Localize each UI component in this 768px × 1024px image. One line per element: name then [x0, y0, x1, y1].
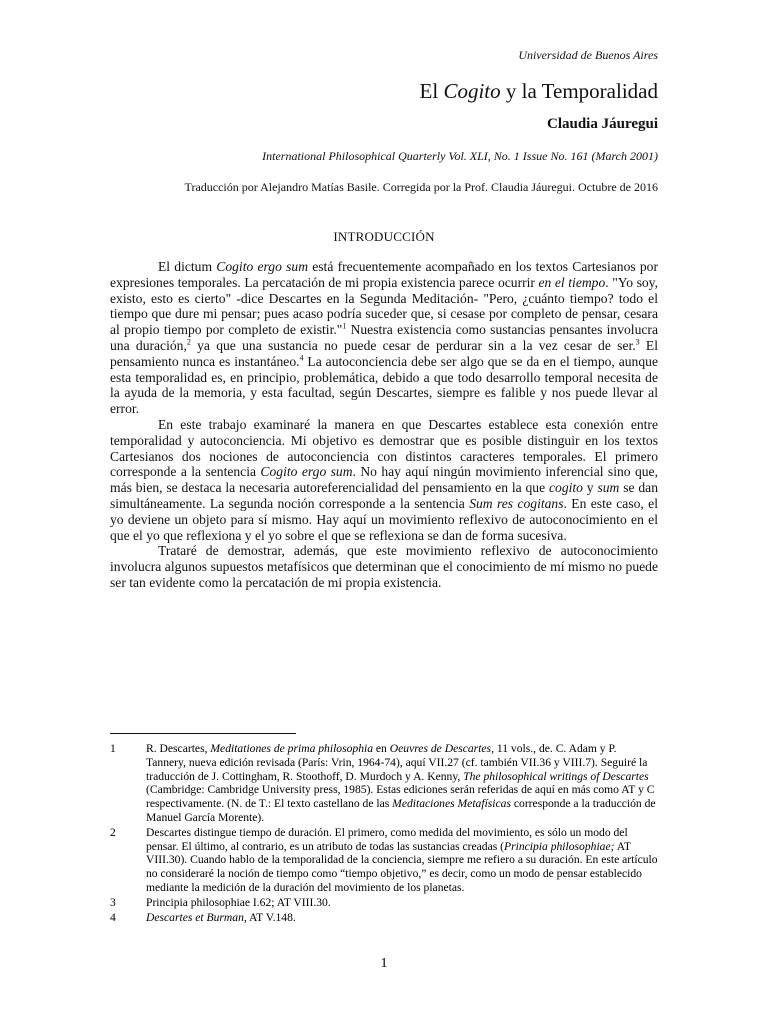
footnote-number: 2: [110, 825, 116, 839]
footnote-text: Principia philosophiae I.62; AT VIII.30.: [146, 895, 331, 909]
section-heading: INTRODUCCIÓN: [333, 229, 435, 244]
body-text: [110, 259, 658, 591]
footnote-text: R. Descartes, Meditationes de prima philosophia en Oeuvres de Descartes, 11 vols., de. C. Adam y P. Tannery, nueva edición revisada (París: Vrin, 1964-74), aquí VII.27 (cf. también VII.36 y VIII.7). Seguiré la traducción de J. Cottingham, R. Stoothoff, D. Murdoch y A. Kenny, The philosophical writings of Descartes (Cambridge: Cambridge University press, 1985). Estas ediciones serán referidas de aquí en más como AT y C respectivamente. (N. de T.: El texto castellano de las Meditaciones Metafísicas corresponde a la traducción de Manuel García Morente).: [146, 742, 656, 824]
footnote-ref-1[interactable]: 1: [342, 321, 347, 331]
footnote-text: Descartes et Burman, AT V.148.: [146, 910, 296, 924]
footnote-divider: [110, 733, 296, 734]
page-number: 1: [380, 956, 388, 971]
footnote-4: [110, 911, 658, 925]
footnote-3: [110, 896, 658, 910]
author-name: Claudia Jáuregui: [547, 116, 658, 132]
translation-note: Traducción por Alejandro Matías Basile. Corregida por la Prof. Claudia Jáuregui. Octubre de 2016: [184, 180, 658, 194]
university-name: Universidad de Buenos Aires: [518, 48, 658, 62]
footnote-text: Descartes distingue tiempo de duración. El primero, como medida del movimiento, es sólo un modo del pensar. El último, al contrario, es un atributo de todas las sustancias creadas (Principia philosophiae; AT VIII.30). Cuando hablo de la temporalidad de la conciencia, siempre me refiero a su duración. En este artículo no consideraré la noción de tiempo como “tiempo objetivo,” es decir, como un modo de pensar establecido mediante la medición de la duración del movimiento de los planetas.: [146, 825, 658, 894]
footnote-ref-3[interactable]: 3: [635, 337, 640, 347]
footnote-ref-4[interactable]: 4: [299, 353, 304, 363]
footnote-1: [110, 742, 658, 825]
paragraph-1: El dictum Cogito ergo sum está frecuentemente acompañado en los textos Cartesianos por expresiones temporales. La percatación de mi propia existencia parece ocurrir en el tiempo. "Yo soy, existo, esto es cierto" -dice Descartes en la Segunda Meditación- "Pero, ¿cuánto tiempo? todo el tiempo que dure mi pensar; pues acaso podría suceder que, si cesase por completo de pensar, cesara al propio tiempo por completo de existir."$^1$ Nuestra existencia como sustancias pensantes involucra una duración,$^2$ ya que una sustancia no puede cesar de perdurar sin a la vez cesar de ser.$^3$ El pensamiento nunca es instantáneo.$^4$ La autoconciencia debe ser algo que se da en el tiempo, aunque esta temporalidad es, en principio, problemática, debido a que todo desarrollo temporal necesita de la ayuda de la memoria, y esta facultad, según Descartes, siempre es falible y nos puede llevar al error.: [110, 259, 659, 417]
paper-title: El Cogito y la Temporalidad: [419, 79, 658, 103]
footnote-number: 1: [110, 742, 116, 755]
journal-citation: International Philosophical Quarterly Vol. XLI, No. 1 Issue No. 161 (March 2001): [262, 149, 658, 163]
footnote-2: [110, 826, 658, 895]
footnote-number: 4: [110, 910, 116, 924]
paragraph-3: Trataré de demostrar, además, que este movimiento reflexivo de autoconocimiento involucra algunos supuestos metafísicos que determinan que el conocimiento de mí mismo no puede ser tan evidente como la percatación de mi propia existencia.: [110, 543, 658, 590]
footnotes: [110, 742, 658, 925]
paragraph-2: En este trabajo examinaré la manera en que Descartes establece esta conexión entre temporalidad y autoconciencia. Mi objetivo es demostrar que es posible distinguir en los textos Cartesianos dos nociones de autoconciencia con distintos caracteres temporales. El primero corresponde a la sentencia Cogito ergo sum. No hay aquí ningún movimiento inferencial sino que, más bien, se destaca la necesaria autoreferencialidad del pensamiento en la que cogito y sum se dan simultáneamente. La segunda noción corresponde a la sentencia Sum res cogitans. En este caso, el yo deviene un objeto para sí mismo. Hay aquí un movimiento reflexivo de autoconocimiento en el que el yo que reflexiona y el yo sobre el que se reflexiona se dan de forma sucesiva.: [110, 416, 658, 543]
footnote-number: 3: [110, 895, 116, 909]
footnote-ref-2[interactable]: 2: [186, 337, 191, 347]
